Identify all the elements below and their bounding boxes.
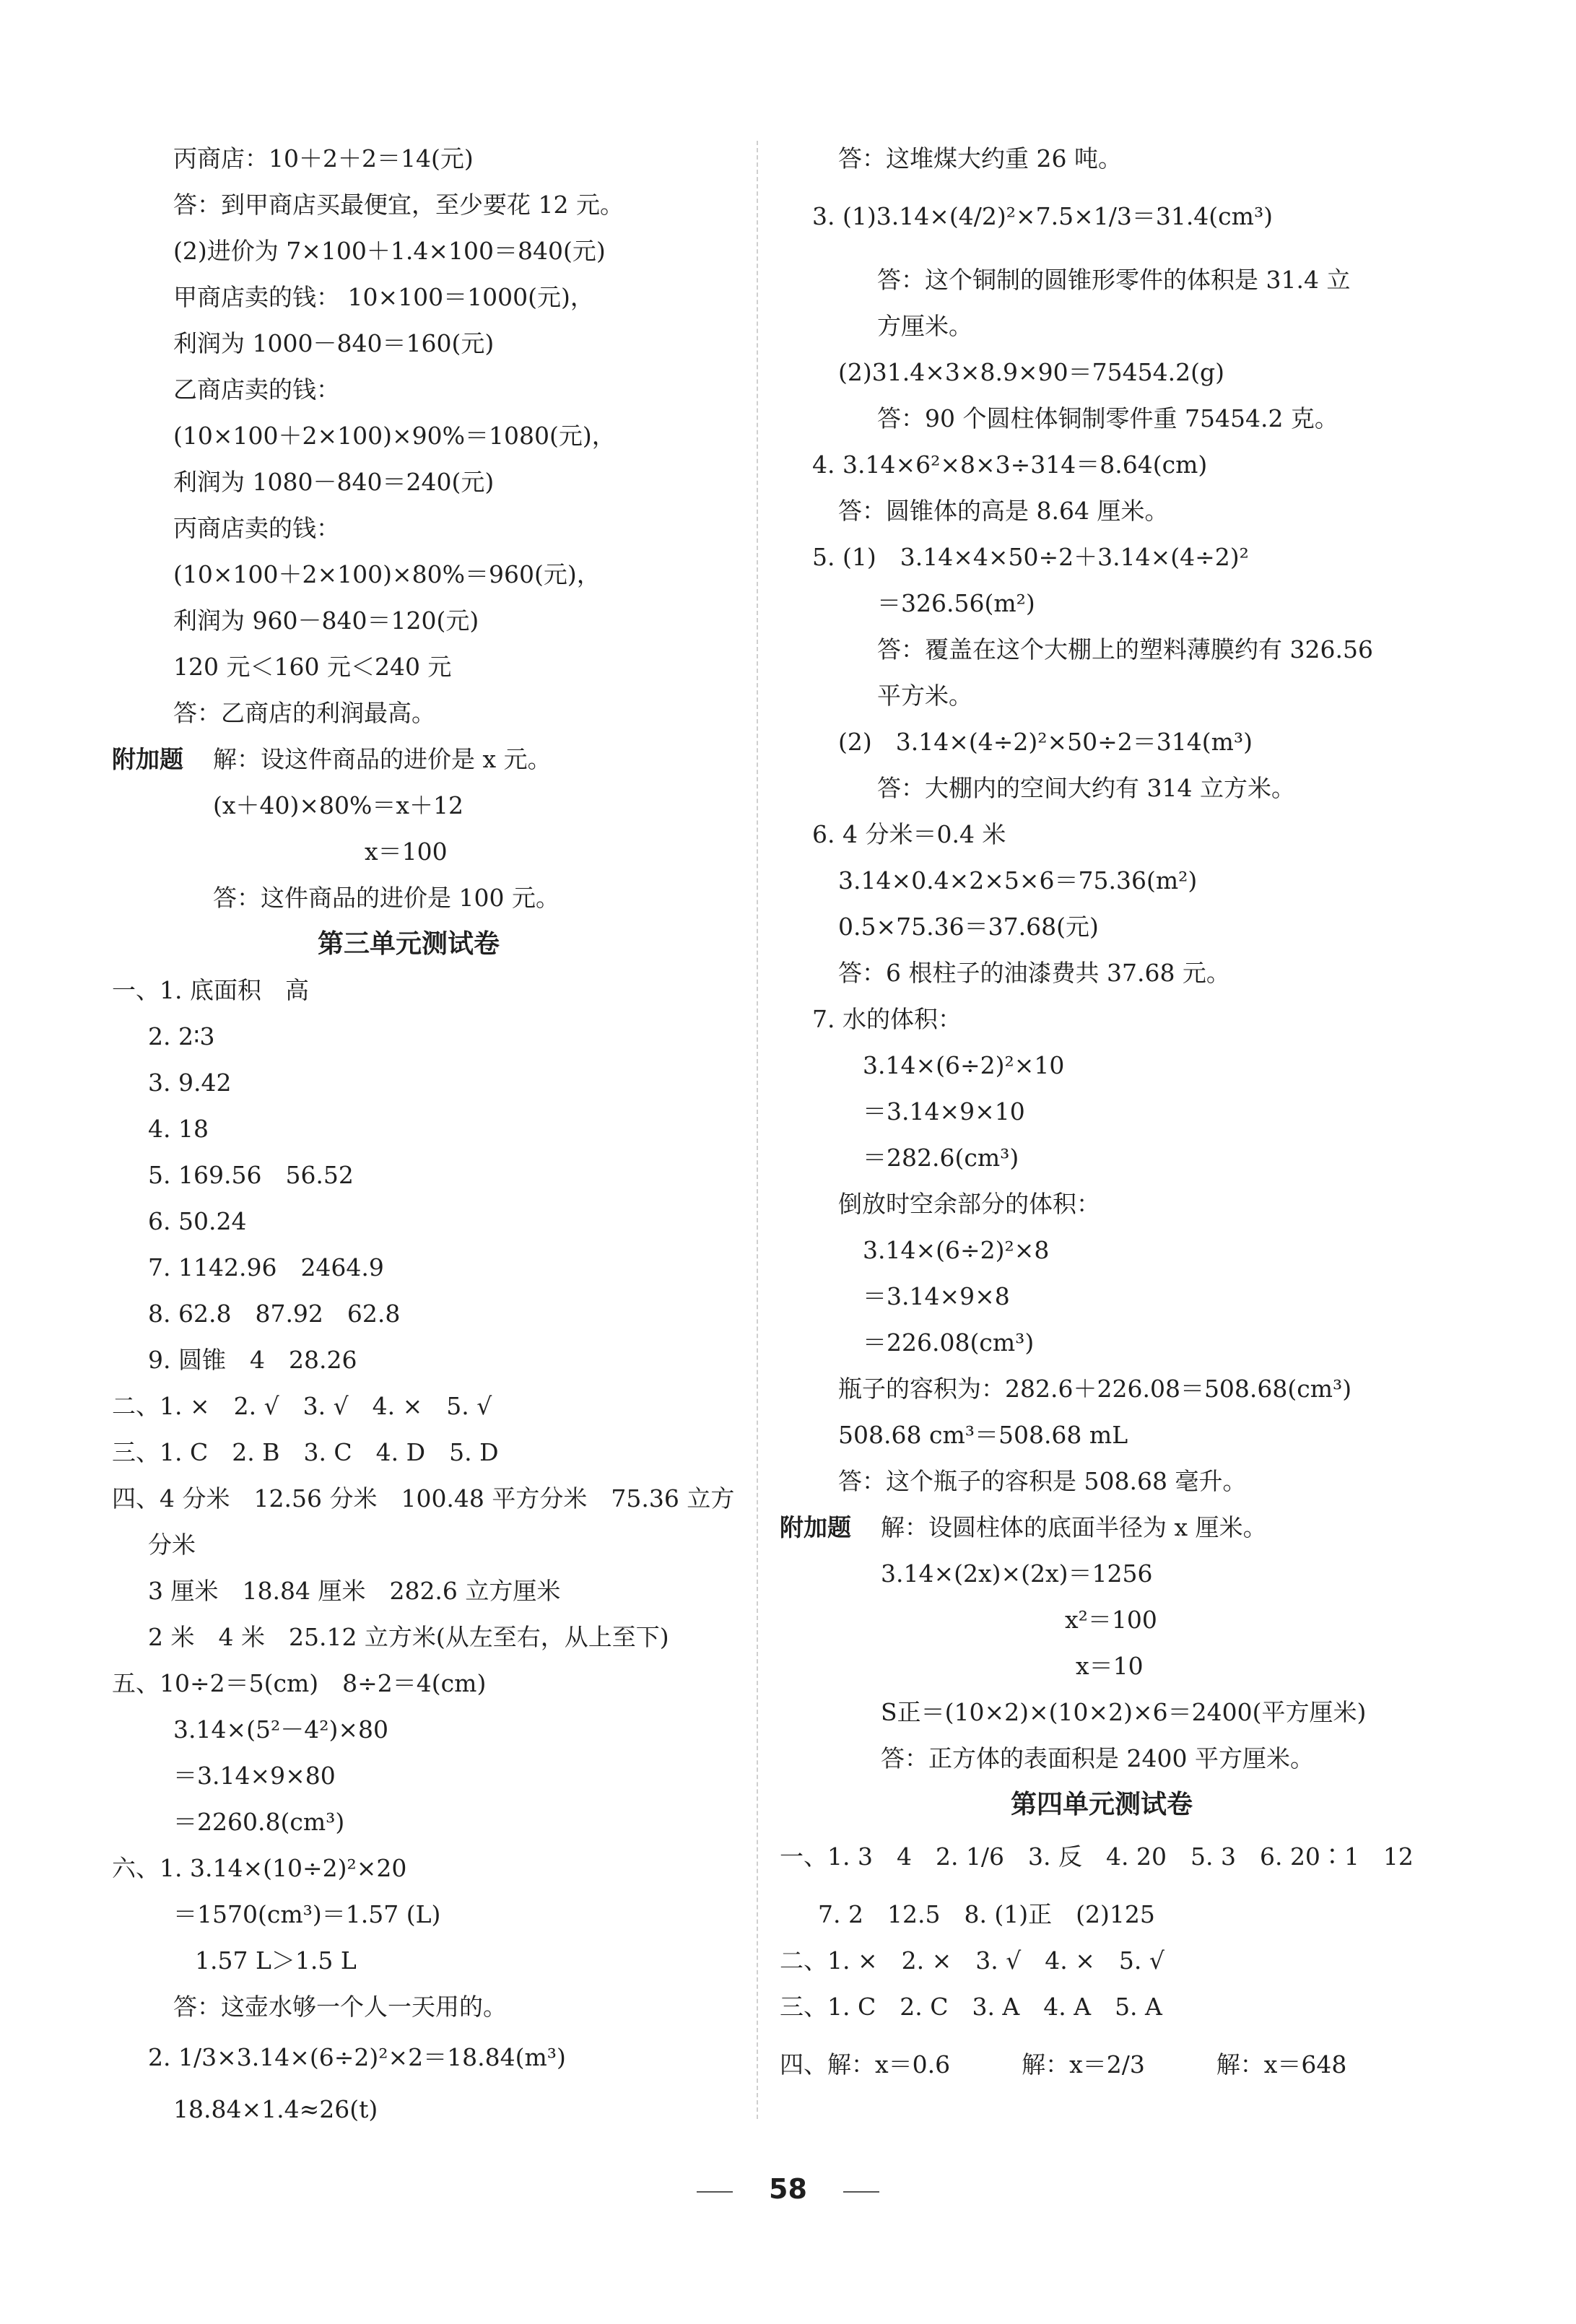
answer-line: 二、1. × 2. √ 3. √ 4. × 5. √ bbox=[112, 1392, 492, 1420]
answer-line: 乙商店卖的钱： bbox=[173, 375, 340, 404]
answer-line: 三、1. C 2. C 3. A 4. A 5. A bbox=[780, 1993, 1162, 2021]
section-title: 第四单元测试卷 bbox=[1011, 1790, 1193, 1819]
answer-line: S正＝(10×2)×(10×2)×6＝2400(平方厘米) bbox=[881, 1698, 1367, 1726]
answer-line: 五、10÷2＝5(cm) 8÷2＝4(cm) bbox=[112, 1669, 487, 1697]
answer-line: (2) 3.14×(4÷2)²×50÷2＝314(m³) bbox=[838, 728, 1253, 756]
section-title: 第三单元测试卷 bbox=[318, 929, 500, 959]
answer-line: 3 厘米 18.84 厘米 282.6 立方厘米 bbox=[148, 1577, 561, 1605]
answer-line: 1.57 L＞1.5 L bbox=[195, 1946, 357, 1975]
answer-line: 4. 3.14×6²×8×3÷314＝8.64(cm) bbox=[812, 451, 1208, 479]
answer-line: 508.68 cm³＝508.68 mL bbox=[838, 1421, 1128, 1449]
answer-line: 六、1. 3.14×(10÷2)²×20 bbox=[112, 1854, 407, 1882]
answer-line: 丙商店卖的钱： bbox=[173, 514, 340, 542]
answer-line: 5. (1) 3.14×4×50÷2＋3.14×(4÷2)² bbox=[812, 543, 1249, 571]
answer-line: 平方米。 bbox=[877, 682, 972, 710]
answer-line: 利润为 1000－840＝160(元) bbox=[173, 329, 495, 357]
answer-line: 7. 2 12.5 8. (1)正 (2)125 bbox=[818, 1900, 1155, 1928]
answer-line: 2 米 4 米 25.12 立方米(从左至右，从上至下) bbox=[148, 1623, 669, 1651]
answer-line: 4. 18 bbox=[148, 1115, 209, 1143]
answer-line: 答：这个铜制的圆锥形零件的体积是 31.4 立 bbox=[877, 266, 1351, 294]
answer-line: 四、4 分米 12.56 分米 100.48 平方分米 75.36 立方 bbox=[112, 1484, 735, 1513]
answer-line: (2)进价为 7×100＋1.4×100＝840(元) bbox=[173, 237, 606, 265]
answer-line: 答：6 根柱子的油漆费共 37.68 元。 bbox=[838, 959, 1230, 987]
answer-line: 答：大棚内的空间大约有 314 立方米。 bbox=[877, 774, 1295, 802]
answer-line: 6. 50.24 bbox=[148, 1207, 247, 1235]
answer-line: 答：乙商店的利润最高。 bbox=[173, 699, 435, 727]
answer-line: 答：90 个圆柱体铜制零件重 75454.2 克。 bbox=[877, 404, 1338, 432]
answer-line: 3.14×(2x)×(2x)＝1256 bbox=[881, 1559, 1153, 1588]
answer-line: 120 元＜160 元＜240 元 bbox=[173, 653, 452, 681]
answer-line: 3. 9.42 bbox=[148, 1069, 232, 1097]
answer-line: (10×100＋2×100)×90%＝1080(元)， bbox=[173, 422, 616, 450]
answer-line: 利润为 960－840＝120(元) bbox=[173, 606, 479, 635]
answer-line: 四、解：x＝0.6 解：x＝2/3 解：x＝648 bbox=[780, 2050, 1347, 2079]
answer-line: ＝3.14×9×8 bbox=[863, 1282, 1010, 1310]
answer-line: 瓶子的容积为：282.6＋226.08＝508.68(cm³) bbox=[838, 1375, 1352, 1403]
column-divider bbox=[757, 141, 758, 2119]
answer-line: 一、1. 底面积 高 bbox=[112, 976, 309, 1004]
answer-line: 解：设这件商品的进价是 x 元。 bbox=[213, 745, 552, 773]
answer-line: ＝226.08(cm³) bbox=[863, 1328, 1035, 1357]
answer-line: 答：这壶水够一个人一天用的。 bbox=[173, 1993, 507, 2021]
answer-line: 3.14×(6÷2)²×10 bbox=[863, 1051, 1065, 1079]
answer-line: 3.14×(6÷2)²×8 bbox=[863, 1236, 1050, 1264]
answer-line: ＝2260.8(cm³) bbox=[173, 1808, 345, 1836]
answer-line: 一、1. 3 4 2. 1/6 3. 反 4. 20 5. 3 6. 20∶1 12 bbox=[780, 1842, 1414, 1871]
answer-line: 7. 水的体积： bbox=[812, 1005, 962, 1033]
answer-line: 9. 圆锥 4 28.26 bbox=[148, 1346, 357, 1374]
answer-line: 2. 2∶3 bbox=[148, 1022, 215, 1050]
footer-dash-right bbox=[843, 2191, 879, 2193]
answer-line: 三、1. C 2. B 3. C 4. D 5. D bbox=[112, 1438, 499, 1466]
footer-dash-left bbox=[697, 2191, 733, 2193]
answer-line: 倒放时空余部分的体积： bbox=[838, 1190, 1100, 1218]
answer-line: 丙商店：10＋2＋2＝14(元) bbox=[173, 144, 474, 173]
answer-line: 解：设圆柱体的底面半径为 x 厘米。 bbox=[881, 1513, 1267, 1541]
answer-line: 2. 1/3×3.14×(6÷2)²×2＝18.84(m³) bbox=[148, 2043, 566, 2071]
answer-line: 答：这个瓶子的容积是 508.68 毫升。 bbox=[838, 1467, 1247, 1495]
answer-line: 3. (1)3.14×(4/2)²×7.5×1/3＝31.4(cm³) bbox=[812, 202, 1274, 230]
answer-line: 3.14×(5²－4²)×80 bbox=[173, 1715, 388, 1744]
answer-line: (10×100＋2×100)×80%＝960(元)， bbox=[173, 560, 601, 588]
answer-line: ＝3.14×9×10 bbox=[863, 1097, 1025, 1126]
answer-line: 6. 4 分米＝0.4 米 bbox=[812, 820, 1006, 848]
answer-line: x＝100 bbox=[365, 837, 448, 866]
answer-line: (2)31.4×3×8.9×90＝75454.2(g) bbox=[838, 358, 1224, 386]
answer-line: ＝326.56(m²) bbox=[877, 589, 1035, 617]
answer-line: 答：覆盖在这个大棚上的塑料薄膜约有 326.56 bbox=[877, 635, 1373, 663]
answer-line: 答：圆锥体的高是 8.64 厘米。 bbox=[838, 497, 1169, 525]
answer-line: 答：这堆煤大约重 26 吨。 bbox=[838, 144, 1122, 173]
answer-line: 7. 1142.96 2464.9 bbox=[148, 1253, 384, 1281]
answer-line: 答：这件商品的进价是 100 元。 bbox=[213, 884, 560, 912]
answer-line: ＝282.6(cm³) bbox=[863, 1144, 1019, 1172]
answer-line: ＝1570(cm³)＝1.57 (L) bbox=[173, 1900, 441, 1928]
bonus-label: 附加题 bbox=[780, 1513, 851, 1541]
answer-line: ＝3.14×9×80 bbox=[173, 1762, 336, 1790]
answer-line: x＝10 bbox=[1076, 1652, 1144, 1680]
answer-line: 答：正方体的表面积是 2400 平方厘米。 bbox=[881, 1744, 1314, 1772]
answer-line: (x＋40)×80%＝x＋12 bbox=[213, 791, 463, 819]
answer-line: 8. 62.8 87.92 62.8 bbox=[148, 1300, 401, 1328]
answer-line: 二、1. × 2. × 3. √ 4. × 5. √ bbox=[780, 1946, 1164, 1975]
answer-line: 3.14×0.4×2×5×6＝75.36(m²) bbox=[838, 866, 1198, 895]
answer-line: 18.84×1.4≈26(t) bbox=[173, 2095, 378, 2123]
answer-line: 利润为 1080－840＝240(元) bbox=[173, 468, 495, 496]
page-footer bbox=[0, 2173, 1576, 2205]
bonus-label: 附加题 bbox=[112, 745, 183, 773]
answer-line: x²＝100 bbox=[1065, 1606, 1157, 1634]
page-number: 58 bbox=[769, 2173, 807, 2205]
answer-line: 方厘米。 bbox=[877, 312, 972, 340]
answer-line: 答：到甲商店买最便宜，至少要花 12 元。 bbox=[173, 191, 624, 219]
answer-line: 分米 bbox=[148, 1531, 196, 1559]
answer-line: 甲商店卖的钱： 10×100＝1000(元)， bbox=[173, 283, 594, 311]
answer-line: 5. 169.56 56.52 bbox=[148, 1161, 354, 1189]
answer-line: 0.5×75.36＝37.68(元) bbox=[838, 913, 1099, 941]
